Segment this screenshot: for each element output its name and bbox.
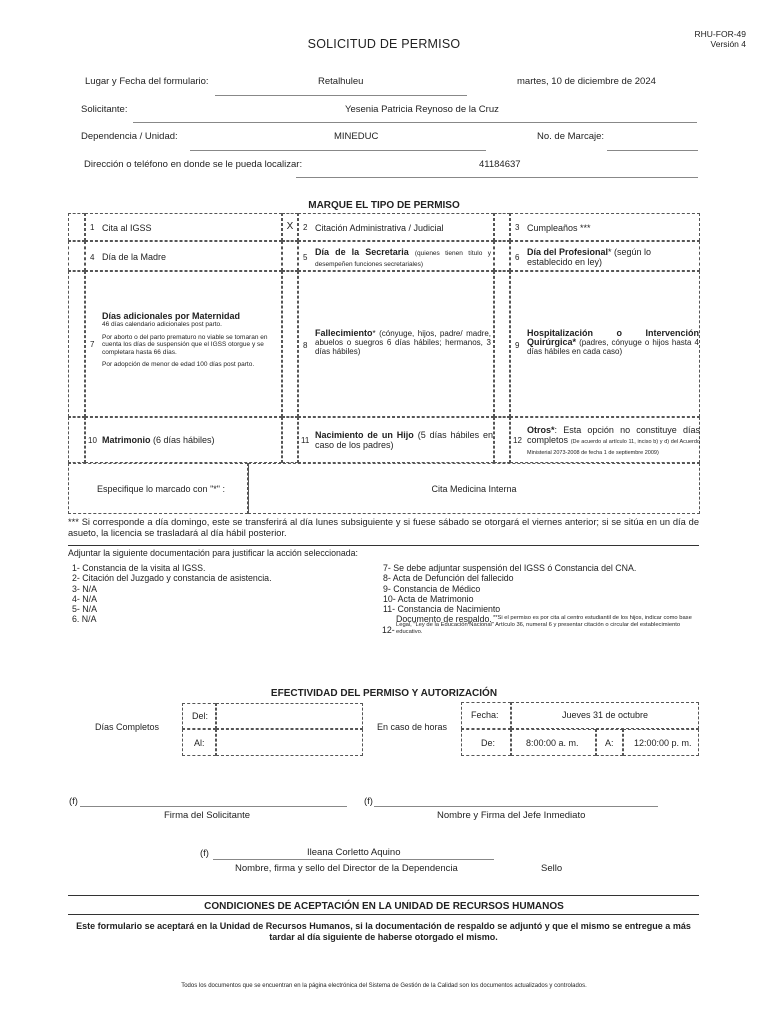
divider — [68, 545, 699, 546]
solicitante-underline — [133, 122, 697, 123]
jefe-label: Nombre y Firma del Jefe Inmediato — [437, 810, 586, 821]
permit-dia-secretaria — [298, 241, 494, 271]
checkbox-3[interactable] — [494, 213, 510, 241]
permit-number: 8 — [303, 341, 308, 350]
direccion-label: Dirección o teléfono en donde se le pueda localizar: — [84, 159, 303, 170]
de-label: De: — [481, 738, 496, 748]
permit-number: 12 — [513, 436, 522, 445]
fecha-horas-value: Jueves 31 de octubre — [561, 710, 649, 720]
permit-table — [68, 213, 700, 514]
checkbox-2[interactable]: X — [282, 213, 298, 241]
permit-number: 5 — [303, 253, 308, 262]
doc-item: Documento de respaldo. — [396, 614, 492, 624]
f-mark: (f) — [364, 796, 373, 807]
permit-section-title: MARQUE EL TIPO DE PERMISO — [308, 200, 460, 211]
solicitante-label: Solicitante: — [81, 104, 128, 115]
de-field[interactable] — [511, 729, 596, 756]
permit-note: (padres, cónyuge o hijos hasta 4 días hábiles en cada caso) — [527, 338, 699, 356]
doc-legal-note: **Si el permiso es por cita al centro estudiantil de los hijos, indicar como base Legal, "Ley de la Educación Nacional" Artículo 36, numeral 6 y presentar citación o circular del establecimiento educativo. — [396, 615, 692, 635]
doc-item: 7- Se debe adjuntar suspensión del IGSS ó Constancia del CNA. — [383, 563, 637, 573]
footer-note: Todos los documentos que se encuentran en la página electrónica del Sistema de Gestión de la Calidad son los documentos actualizados y controlados. — [181, 983, 587, 989]
permit-hospitalizacion — [510, 271, 700, 417]
especifique-label: Especifique lo marcado con "*" : — [97, 484, 225, 494]
form-version: Versión 4 — [710, 39, 746, 49]
fecha-field[interactable] — [511, 702, 699, 729]
docs-title: Adjuntar la siguiente documentación para justificar la acción seleccionada: — [68, 548, 358, 558]
direccion-underline — [296, 177, 698, 178]
del-label-cell — [182, 703, 216, 729]
checkbox-6[interactable] — [494, 241, 510, 271]
permit-number: 6 — [515, 253, 520, 262]
permit-citacion — [298, 213, 494, 241]
permit-number: 2 — [303, 223, 308, 232]
permit-number: 3 — [515, 223, 520, 232]
marcaje-label: No. de Marcaje: — [537, 131, 605, 142]
al-label: Al: — [194, 738, 205, 748]
marcaje-underline — [607, 150, 698, 151]
permit-otros — [510, 417, 700, 463]
lugar-value[interactable]: Retalhuleu — [318, 76, 364, 87]
permit-note: (quienes tienen título y desempeñen funciones secretariales) — [315, 250, 491, 268]
weekend-note: *** Si corresponde a día domingo, este se transferirá al día lunes subsiguiente y si fuese sábado se otorgará el viernes anterior; si se sitúa en un día de asueto, la licencia se trasladará al día hábil posterior. — [68, 517, 699, 538]
efectividad-title: EFECTIVIDAD DEL PERMISO Y AUTORIZACIÓN — [270, 688, 498, 699]
permit-legal-note: (De acuerdo al artículo 11, inciso b) y d) del Acuerdo Ministerial 2073-2008 de fecha 1 de septiembre 2009) — [527, 439, 700, 456]
checkbox-4[interactable] — [68, 241, 85, 271]
permit-number: 7 — [90, 340, 95, 349]
fecha-label-cell — [461, 702, 511, 729]
permit-cumpleanos — [510, 213, 700, 241]
f-mark: (f) — [200, 848, 209, 859]
permit-dia-madre — [85, 241, 282, 271]
fecha-label: Fecha: — [471, 710, 499, 720]
de-value: 8:00:00 a. m. — [526, 738, 579, 748]
permit-note: 46 días calendario adicionales post parto. — [102, 321, 222, 328]
permit-dia-profesional — [510, 241, 700, 271]
lugar-underline — [215, 95, 467, 96]
solicitante-value[interactable]: Yesenia Patricia Reynoso de la Cruz — [345, 104, 499, 115]
signature-line-jefe[interactable] — [374, 806, 658, 807]
a-value: 12:00:00 p. m. — [634, 738, 692, 748]
permit-label: Día del Profesional — [527, 247, 609, 257]
doc-item: 12- — [382, 625, 395, 635]
page-title: SOLICITUD DE PERMISO — [307, 37, 461, 51]
permit-number: 10 — [88, 436, 97, 445]
de-label-cell — [461, 729, 511, 756]
doc-item: 11- Constancia de Nacimiento — [383, 604, 501, 615]
del-label: Del: — [192, 711, 209, 721]
doc-item: 2- Citación del Juzgado y constancia de asistencia. — [72, 573, 272, 584]
permit-note: (6 días hábiles) — [150, 435, 215, 445]
permit-label: Citación Administrativa / Judicial — [315, 223, 444, 233]
permit-nacimiento — [298, 417, 494, 463]
permit-note: * (según lo establecido en ley) — [527, 247, 652, 267]
doc-item: 1- Constancia de la visita al IGSS. — [72, 563, 206, 573]
doc-item: 5- N/A — [72, 604, 97, 615]
permit-number: 1 — [90, 223, 95, 232]
sello-label: Sello — [541, 863, 563, 874]
checkbox-7[interactable] — [68, 271, 85, 417]
permit-label: Matrimonio — [102, 435, 151, 445]
dependencia-value[interactable]: MINEDUC — [334, 131, 379, 142]
permit-number: 11 — [301, 436, 310, 445]
permit-note: Por adopción de menor de edad 100 días post parto. — [102, 361, 255, 368]
direccion-value[interactable]: 41184637 — [479, 159, 521, 170]
al-label-cell — [182, 729, 216, 756]
permit-label: Día de la Secretaria — [315, 247, 409, 257]
permit-label: Otros* — [527, 425, 555, 435]
permit-note: (5 días hábiles en caso de los padres) — [315, 430, 494, 450]
doc-item: 3- N/A — [72, 583, 97, 594]
doc-item: 10- Acta de Matrimonio — [383, 593, 474, 604]
checkbox-12[interactable] — [494, 417, 510, 463]
especifique-field[interactable] — [248, 463, 700, 514]
signature-line-director — [213, 859, 494, 860]
doc-item: 9- Constancia de Médico — [383, 583, 481, 594]
permit-cita-igss — [85, 213, 282, 241]
al-field[interactable] — [216, 729, 363, 756]
conditions-text: Este formulario se aceptará en la Unidad de Recursos Humanos, si la documentación de respaldo se adjuntó y que el mismo se entregue a más tardar al día siguiente de haberse otorgado el mismo. — [76, 921, 691, 942]
dependencia-underline — [190, 150, 486, 151]
permit-label: Nacimiento de un Hijo — [315, 430, 414, 440]
permit-label: Día de la Madre — [102, 252, 167, 262]
docs-right-list — [383, 563, 698, 614]
permit-maternidad — [85, 271, 282, 417]
dias-completos-label: Días Completos — [95, 722, 160, 732]
dependencia-label: Dependencia / Unidad: — [81, 131, 178, 142]
permit-label: Hospitalización o Intervención Quirúrgica* — [527, 328, 699, 347]
en-caso-horas-label: En caso de horas — [377, 722, 448, 732]
permit-label: Cita al IGSS — [102, 223, 152, 233]
especifique-value: Cita Medicina Interna — [431, 484, 517, 494]
conditions-title: CONDICIONES DE ACEPTACIÓN EN LA UNIDAD DE RECURSOS HUMANOS — [204, 901, 564, 912]
doc-item: 4- N/A — [72, 593, 97, 604]
permit-number: 9 — [515, 341, 520, 350]
a-label: A: — [605, 738, 614, 748]
permit-label: Fallecimiento — [315, 328, 373, 338]
del-field[interactable] — [216, 703, 363, 729]
firma-solicitante-label: Firma del Solicitante — [164, 810, 251, 821]
checkbox-8[interactable] — [282, 271, 298, 417]
lugar-label: Lugar y Fecha del formulario: — [85, 76, 209, 87]
a-field[interactable] — [623, 729, 699, 756]
doc-item: 8- Acta de Defunción del fallecido — [383, 573, 514, 584]
a-label-cell — [596, 729, 623, 756]
permit-note: Por aborto o del parto prematuro no viable se tomaran en cuenta los días de suspensión que el IGSS otorgue y se completara hasta 66 días. — [102, 333, 268, 356]
especifique-label-cell — [68, 463, 248, 514]
permit-label: Días adicionales por Maternidad — [102, 311, 241, 321]
permit-fallecimiento — [298, 271, 494, 417]
checkbox-5[interactable] — [282, 241, 298, 271]
permit-number: 4 — [90, 253, 95, 262]
docs-left-list — [72, 563, 272, 625]
checkbox-9[interactable] — [494, 271, 510, 417]
director-name[interactable]: Ileana Corletto Aquino — [307, 847, 401, 858]
checkbox-1[interactable] — [68, 213, 85, 241]
doc-item: 6. N/A — [72, 614, 97, 625]
director-label: Nombre, firma y sello del Director de la Dependencia — [235, 863, 458, 874]
divider — [68, 895, 699, 896]
permit-label: Cumpleaños *** — [527, 223, 591, 233]
fecha-value[interactable]: martes, 10 de diciembre de 2024 — [517, 76, 656, 87]
signature-line-solicitante[interactable] — [80, 806, 347, 807]
f-mark: (f) — [69, 796, 78, 807]
permit-note: : Esta opción no constituye días completos — [527, 425, 700, 445]
checkbox-11[interactable] — [282, 417, 298, 463]
permit-note: * (cónyuge, hijos, padre/ madre, abuelos o suegros 6 días hábiles; hermanos, 3 días hábiles) — [315, 329, 491, 356]
form-code: RHU-FOR-49 — [694, 29, 746, 39]
checkbox-10[interactable] — [68, 417, 85, 463]
divider — [68, 914, 699, 915]
permit-matrimonio — [85, 417, 282, 463]
